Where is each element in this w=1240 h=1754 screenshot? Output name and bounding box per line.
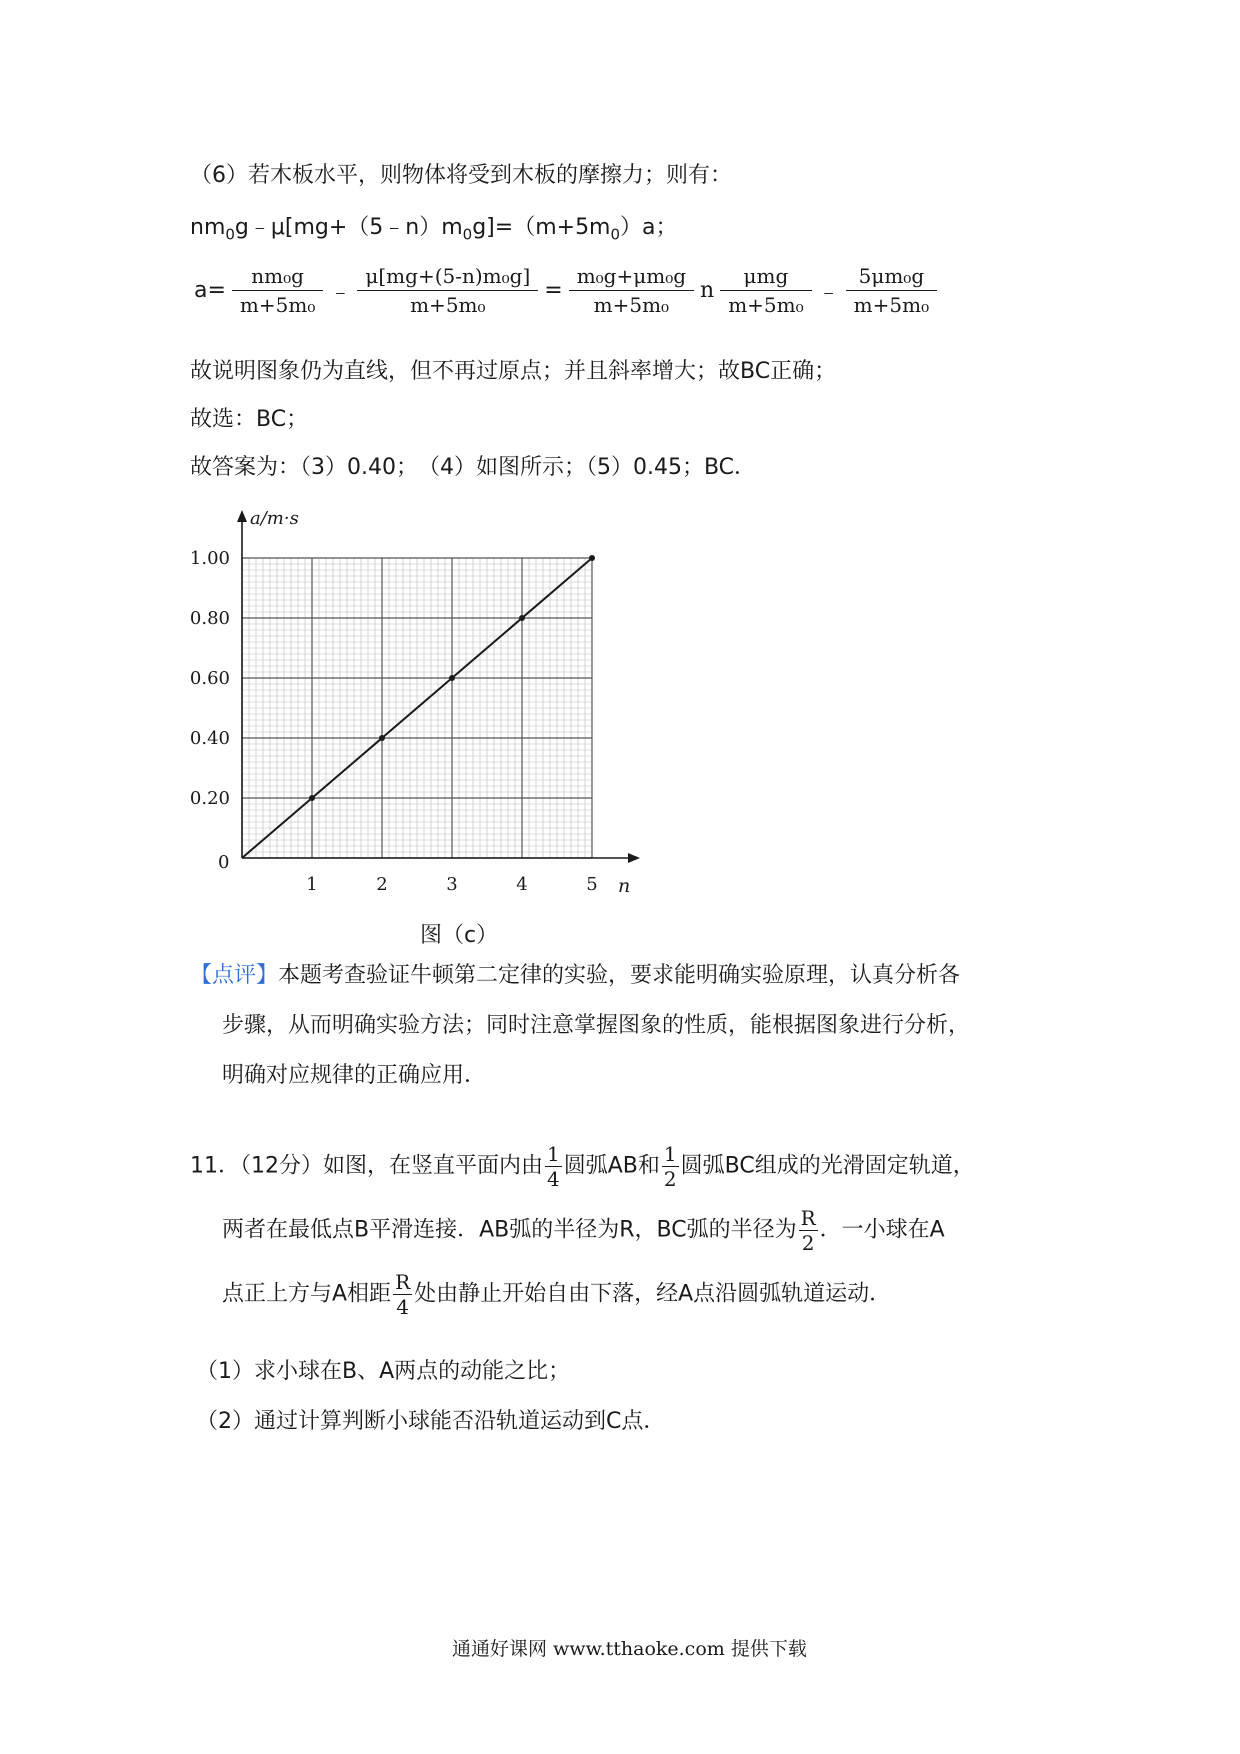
origin-label: 0 (218, 852, 230, 873)
fraction-numerator: 1 (663, 1142, 677, 1166)
x-tick-label: 4 (516, 874, 528, 895)
y-tick-label: 1.00 (189, 548, 230, 569)
y-tick-label: 0.20 (189, 788, 230, 809)
fraction-numerator: μ[mg+(5-n)m₀g] (357, 262, 538, 291)
x-tick-label: 3 (446, 874, 458, 895)
fraction-numerator: R (395, 1270, 411, 1294)
eq1-text: nm (190, 215, 226, 240)
q11-sub-question-2: （2）通过计算判断小球能否沿轨道运动到C点． (196, 1409, 666, 1434)
q11-text: 处由静止开始自由下落，经A点沿圆弧轨道运动． (414, 1281, 892, 1307)
fraction-numerator: R (800, 1206, 816, 1230)
q11-line-3 (222, 1270, 891, 1319)
eq1-text: g]=（m+5m (472, 215, 611, 240)
page-footer: 通通好课网 www.tthaoke.com 提供下载 (452, 1638, 807, 1660)
variable-n: n (700, 278, 715, 303)
fraction-numerator: m₀g+μm₀g (569, 262, 694, 291)
y-tick-label: 0.80 (189, 608, 230, 629)
operator: ﹣ (329, 280, 352, 305)
acceleration-vs-n-chart (160, 500, 660, 920)
fraction-1 (232, 262, 323, 319)
fraction-r-half (799, 1206, 818, 1255)
fraction-numerator: 5μm₀g (846, 262, 937, 291)
part6-choice: 故选：BC； (190, 407, 309, 432)
fraction-half (662, 1142, 679, 1191)
q11-text: 圆弧BC组成的光滑固定轨道， (680, 1153, 975, 1179)
fraction-r-quarter (393, 1270, 412, 1319)
operator: = (544, 278, 563, 303)
fraction-4 (720, 262, 811, 319)
x-tick-label: 5 (586, 874, 598, 895)
operator: ﹣ (817, 280, 840, 305)
series (242, 555, 595, 858)
fraction-denominator: m+5m₀ (410, 293, 486, 317)
part6-answer: 故答案为：（3）0.40； （4）如图所示；（5）0.45；BC． (190, 455, 757, 480)
review-text: 本题考查验证牛顿第二定律的实验，要求能明确实验原理，认真分析各 (278, 963, 961, 988)
fraction-denominator: m+5m₀ (593, 293, 670, 317)
eq1-text: g﹣μ[mg+（5﹣n）m (234, 215, 463, 240)
fraction-5 (846, 262, 937, 319)
q11-sub-question-1: （1）求小球在B、A两点的动能之比； (196, 1359, 571, 1384)
y-axis-label: a/m·s (250, 508, 299, 529)
q11-text: ．一小球在A (819, 1217, 945, 1243)
q11-text: 11．（12分）如图，在竖直平面内由 (190, 1153, 543, 1179)
fraction-2 (357, 262, 538, 319)
equation-2 (190, 262, 939, 319)
fraction-denominator: 4 (547, 1167, 560, 1191)
fraction-denominator: m+5m₀ (853, 293, 930, 317)
q11-line-1 (190, 1142, 975, 1191)
eq1-sub: 0 (225, 225, 235, 244)
x-axis-arrow (628, 853, 640, 863)
fraction-quarter (545, 1142, 562, 1191)
part6-conclusion: 故说明图象仍为直线，但不再过原点；并且斜率增大；故BC正确； (190, 359, 837, 384)
review-line-2: 步骤，从而明确实验方法；同时注意掌握图象的性质，能根据图象进行分析， (222, 1013, 971, 1038)
fraction-numerator: 1 (547, 1142, 560, 1166)
fraction-denominator: m+5m₀ (239, 293, 316, 317)
data-point (309, 795, 315, 801)
review-line-1 (190, 960, 960, 992)
q11-text: 点正上方与A相距 (222, 1281, 392, 1307)
data-point (589, 555, 595, 561)
figure-caption: 图（c） (420, 923, 499, 948)
x-tick-label: 2 (376, 874, 388, 895)
part6-intro: （6）若木板水平，则物体将受到木板的摩擦力；则有： (190, 163, 732, 188)
data-point (379, 735, 385, 741)
eq1-sub: 0 (462, 225, 473, 244)
fraction-denominator: 2 (663, 1167, 677, 1191)
fraction-denominator: 4 (396, 1295, 409, 1319)
y-axis-arrow (237, 510, 247, 522)
eq1-sub: 0 (610, 225, 621, 244)
x-axis-label: n (618, 875, 631, 897)
fraction-3 (569, 262, 694, 319)
x-tick-label: 1 (306, 874, 318, 895)
eq1-text: ）a； (620, 215, 678, 240)
fraction-denominator: 2 (801, 1231, 815, 1255)
q11-text: 圆弧AB和 (563, 1153, 660, 1179)
fraction-numerator: nm₀g (232, 262, 323, 291)
fraction-denominator: m+5m₀ (728, 293, 804, 317)
equation-1 (190, 212, 678, 250)
review-line-3: 明确对应规律的正确应用． (222, 1063, 487, 1088)
q11-text: 两者在最低点B平滑连接．AB弧的半径为R，BC弧的半径为 (222, 1217, 797, 1243)
data-point (449, 675, 455, 681)
y-tick-label: 0.40 (189, 728, 230, 749)
q11-line-2 (222, 1206, 945, 1255)
eq2-lhs: a= (194, 278, 226, 303)
y-tick-label: 0.60 (189, 668, 230, 689)
data-point (519, 615, 525, 621)
fraction-numerator: μmg (720, 262, 811, 291)
review-tag: 【点评】 (190, 963, 279, 988)
